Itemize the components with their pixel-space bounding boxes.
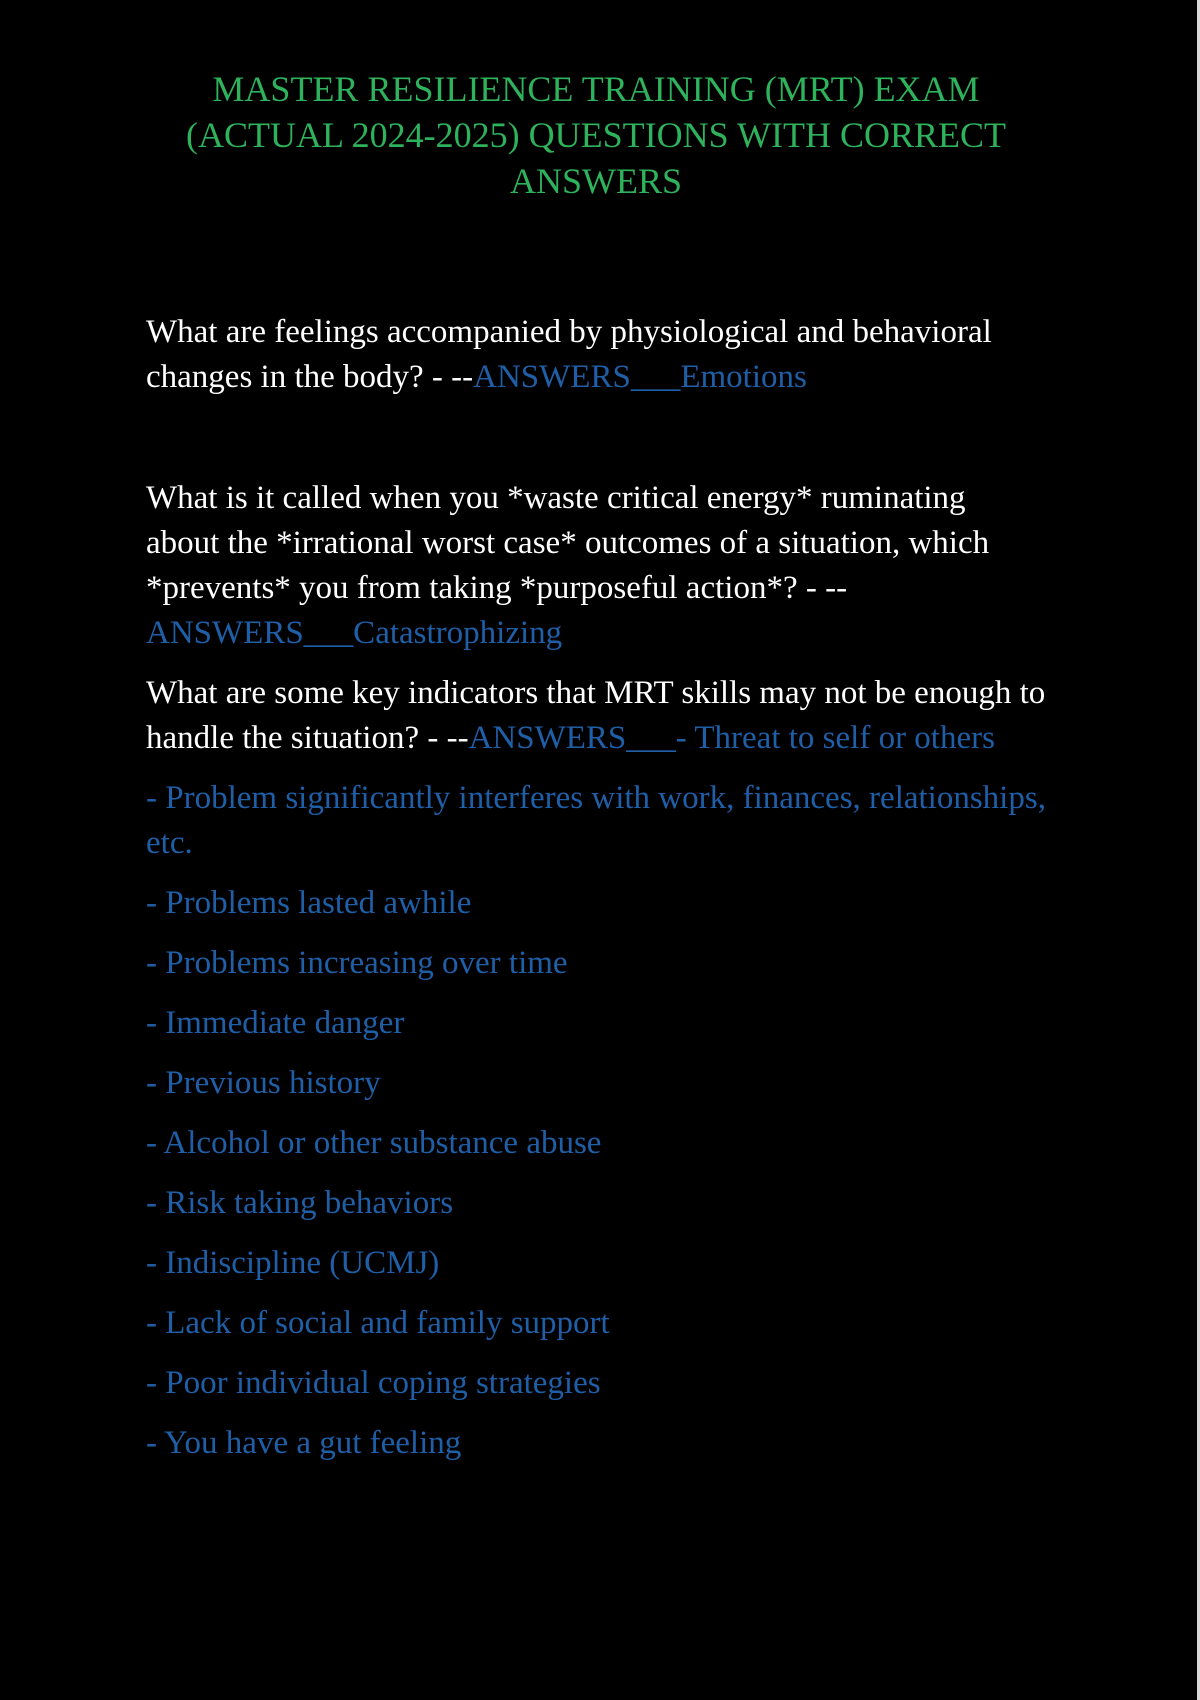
answer-text: ANSWERS___- Threat to self or others: [468, 720, 995, 756]
question-text: What are feelings accompanied by physiological and behavioral changes in the body? - --: [146, 314, 992, 395]
qa-item-indicators: [146, 671, 1046, 761]
list-item: - Indiscipline (UCMJ): [146, 1245, 440, 1281]
list-item: - Problem significantly interferes with work, finances, relationships, etc.: [146, 780, 1046, 861]
list-item: - Problems lasted awhile: [146, 885, 472, 921]
document-body: [146, 66, 1046, 1481]
answer-text: ANSWERS___Emotions: [473, 359, 807, 395]
list-item: - Previous history: [146, 1065, 381, 1101]
list-item: - Immediate danger: [146, 1005, 405, 1041]
qa-item-emotions: [146, 310, 1046, 400]
answer-text: ANSWERS___Catastrophizing: [146, 615, 563, 651]
list-item: - Risk taking behaviors: [146, 1185, 454, 1221]
document-title: MASTER RESILIENCE TRAINING (MRT) EXAM (ACTUAL 2024-2025) QUESTIONS WITH CORRECT ANSWERS: [186, 69, 1006, 201]
list-item: - Problems increasing over time: [146, 945, 568, 981]
indicator-list: [146, 776, 1046, 1466]
list-item: - Lack of social and family support: [146, 1305, 610, 1341]
question-text: What are some key indicators that MRT skills may not be enough to handle the situation? - --: [146, 675, 1046, 756]
list-item: - Poor individual coping strategies: [146, 1365, 601, 1401]
list-item: - Alcohol or other substance abuse: [146, 1125, 602, 1161]
list-item: - You have a gut feeling: [146, 1425, 462, 1461]
question-text: What is it called when you *waste critical energy* ruminating about the *irrational worst case* outcomes of a situation, which *prevents* you from taking *purposeful action*? - --: [146, 480, 990, 606]
qa-item-catastrophizing: [146, 476, 1046, 656]
